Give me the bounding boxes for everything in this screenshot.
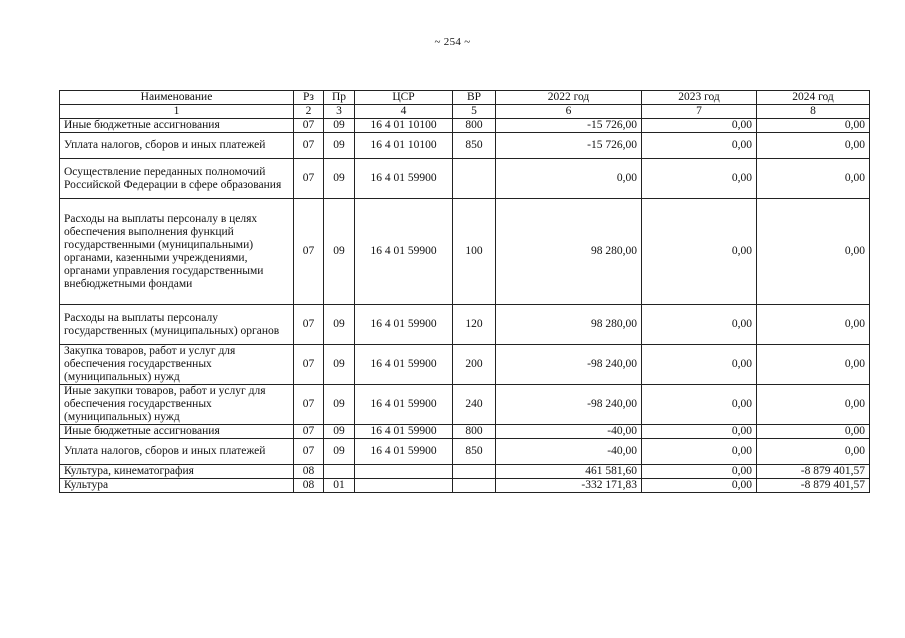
header-number-row: [60, 105, 870, 119]
cell-2022: 98 280,00: [496, 305, 642, 345]
cell-vr: 200: [453, 345, 496, 385]
header-csr: ЦСР: [355, 91, 453, 105]
header-number: 7: [642, 105, 757, 119]
table-row: [60, 199, 870, 305]
cell-2022: -15 726,00: [496, 133, 642, 159]
cell-name: Закупка товаров, работ и услуг для обеспечения государственных (муниципальных) нужд: [60, 345, 294, 385]
cell-2024: 0,00: [757, 425, 870, 439]
cell-2022: -332 171,83: [496, 479, 642, 493]
table-row: [60, 479, 870, 493]
header-number: 6: [496, 105, 642, 119]
cell-rz: 07: [294, 385, 324, 425]
cell-vr: 120: [453, 305, 496, 345]
page-number: ~ 254 ~: [434, 36, 471, 48]
cell-rz: 07: [294, 439, 324, 465]
table-row: [60, 425, 870, 439]
header-2024: 2024 год: [757, 91, 870, 105]
cell-pr: 09: [324, 133, 355, 159]
cell-vr: 800: [453, 425, 496, 439]
cell-vr: 850: [453, 439, 496, 465]
cell-rz: 07: [294, 159, 324, 199]
header-row: [60, 91, 870, 105]
cell-rz: 07: [294, 119, 324, 133]
cell-name: Уплата налогов, сборов и иных платежей: [60, 133, 294, 159]
header-vr: ВР: [453, 91, 496, 105]
cell-2023: 0,00: [642, 479, 757, 493]
cell-csr: 16 4 01 59900: [355, 305, 453, 345]
cell-2023: 0,00: [642, 199, 757, 305]
cell-pr: 09: [324, 305, 355, 345]
cell-2023: 0,00: [642, 133, 757, 159]
table-row: [60, 385, 870, 425]
cell-pr: 09: [324, 159, 355, 199]
cell-2024: 0,00: [757, 305, 870, 345]
cell-name: Осуществление переданных полномочий Российской Федерации в сфере образования: [60, 159, 294, 199]
cell-name: Расходы на выплаты персоналу государственных (муниципальных) органов: [60, 305, 294, 345]
table-row: [60, 465, 870, 479]
cell-csr: 16 4 01 59900: [355, 425, 453, 439]
table-row: [60, 119, 870, 133]
cell-2022: 98 280,00: [496, 199, 642, 305]
cell-csr: 16 4 01 59900: [355, 439, 453, 465]
cell-name: Культура: [60, 479, 294, 493]
cell-vr: 850: [453, 133, 496, 159]
header-number: 3: [324, 105, 355, 119]
cell-2023: 0,00: [642, 119, 757, 133]
cell-name: Расходы на выплаты персоналу в целях обеспечения выполнения функций государственными (муниципальными) органами, казенными учреждениями, органами управления государственными внебюджетными фондами: [60, 199, 294, 305]
cell-2023: 0,00: [642, 439, 757, 465]
cell-2023: 0,00: [642, 385, 757, 425]
cell-2023: 0,00: [642, 305, 757, 345]
cell-rz: 07: [294, 345, 324, 385]
header-number: 8: [757, 105, 870, 119]
cell-vr: 240: [453, 385, 496, 425]
cell-csr: 16 4 01 10100: [355, 119, 453, 133]
cell-csr: 16 4 01 59900: [355, 199, 453, 305]
table-row: [60, 133, 870, 159]
cell-rz: 07: [294, 305, 324, 345]
header-number: 5: [453, 105, 496, 119]
table-row: [60, 305, 870, 345]
cell-vr: [453, 479, 496, 493]
cell-2024: -8 879 401,57: [757, 465, 870, 479]
cell-2023: 0,00: [642, 159, 757, 199]
cell-vr: [453, 465, 496, 479]
budget-table: [59, 90, 870, 493]
cell-2023: 0,00: [642, 425, 757, 439]
cell-name: Иные бюджетные ассигнования: [60, 425, 294, 439]
cell-name: Иные закупки товаров, работ и услуг для обеспечения государственных (муниципальных) нужд: [60, 385, 294, 425]
cell-2024: 0,00: [757, 439, 870, 465]
cell-csr: 16 4 01 59900: [355, 385, 453, 425]
cell-2024: 0,00: [757, 119, 870, 133]
header-2022: 2022 год: [496, 91, 642, 105]
cell-rz: 08: [294, 465, 324, 479]
header-name: Наименование: [60, 91, 294, 105]
cell-rz: 07: [294, 133, 324, 159]
cell-pr: 09: [324, 439, 355, 465]
cell-2023: 0,00: [642, 465, 757, 479]
cell-name: Уплата налогов, сборов и иных платежей: [60, 439, 294, 465]
cell-pr: [324, 465, 355, 479]
header-2023: 2023 год: [642, 91, 757, 105]
cell-2024: 0,00: [757, 159, 870, 199]
cell-rz: 08: [294, 479, 324, 493]
cell-csr: 16 4 01 10100: [355, 133, 453, 159]
cell-2024: 0,00: [757, 345, 870, 385]
table-row: [60, 345, 870, 385]
cell-2022: -98 240,00: [496, 345, 642, 385]
header-pr: Пр: [324, 91, 355, 105]
cell-pr: 09: [324, 119, 355, 133]
cell-2024: 0,00: [757, 133, 870, 159]
cell-pr: 09: [324, 425, 355, 439]
cell-pr: 09: [324, 345, 355, 385]
cell-2022: -98 240,00: [496, 385, 642, 425]
cell-csr: [355, 465, 453, 479]
cell-rz: 07: [294, 199, 324, 305]
cell-name: Иные бюджетные ассигнования: [60, 119, 294, 133]
header-number: 2: [294, 105, 324, 119]
cell-2022: -40,00: [496, 439, 642, 465]
cell-2022: -40,00: [496, 425, 642, 439]
cell-2022: 461 581,60: [496, 465, 642, 479]
cell-pr: 09: [324, 199, 355, 305]
header-number: 1: [60, 105, 294, 119]
header-number: 4: [355, 105, 453, 119]
cell-csr: 16 4 01 59900: [355, 159, 453, 199]
cell-2024: 0,00: [757, 385, 870, 425]
cell-2022: 0,00: [496, 159, 642, 199]
cell-csr: 16 4 01 59900: [355, 345, 453, 385]
cell-vr: 100: [453, 199, 496, 305]
table-row: [60, 159, 870, 199]
cell-2022: -15 726,00: [496, 119, 642, 133]
cell-2024: -8 879 401,57: [757, 479, 870, 493]
header-rz: Рз: [294, 91, 324, 105]
cell-vr: [453, 159, 496, 199]
cell-pr: 01: [324, 479, 355, 493]
cell-2024: 0,00: [757, 199, 870, 305]
cell-pr: 09: [324, 385, 355, 425]
cell-csr: [355, 479, 453, 493]
cell-2023: 0,00: [642, 345, 757, 385]
cell-vr: 800: [453, 119, 496, 133]
cell-name: Культура, кинематография: [60, 465, 294, 479]
cell-rz: 07: [294, 425, 324, 439]
table-row: [60, 439, 870, 465]
